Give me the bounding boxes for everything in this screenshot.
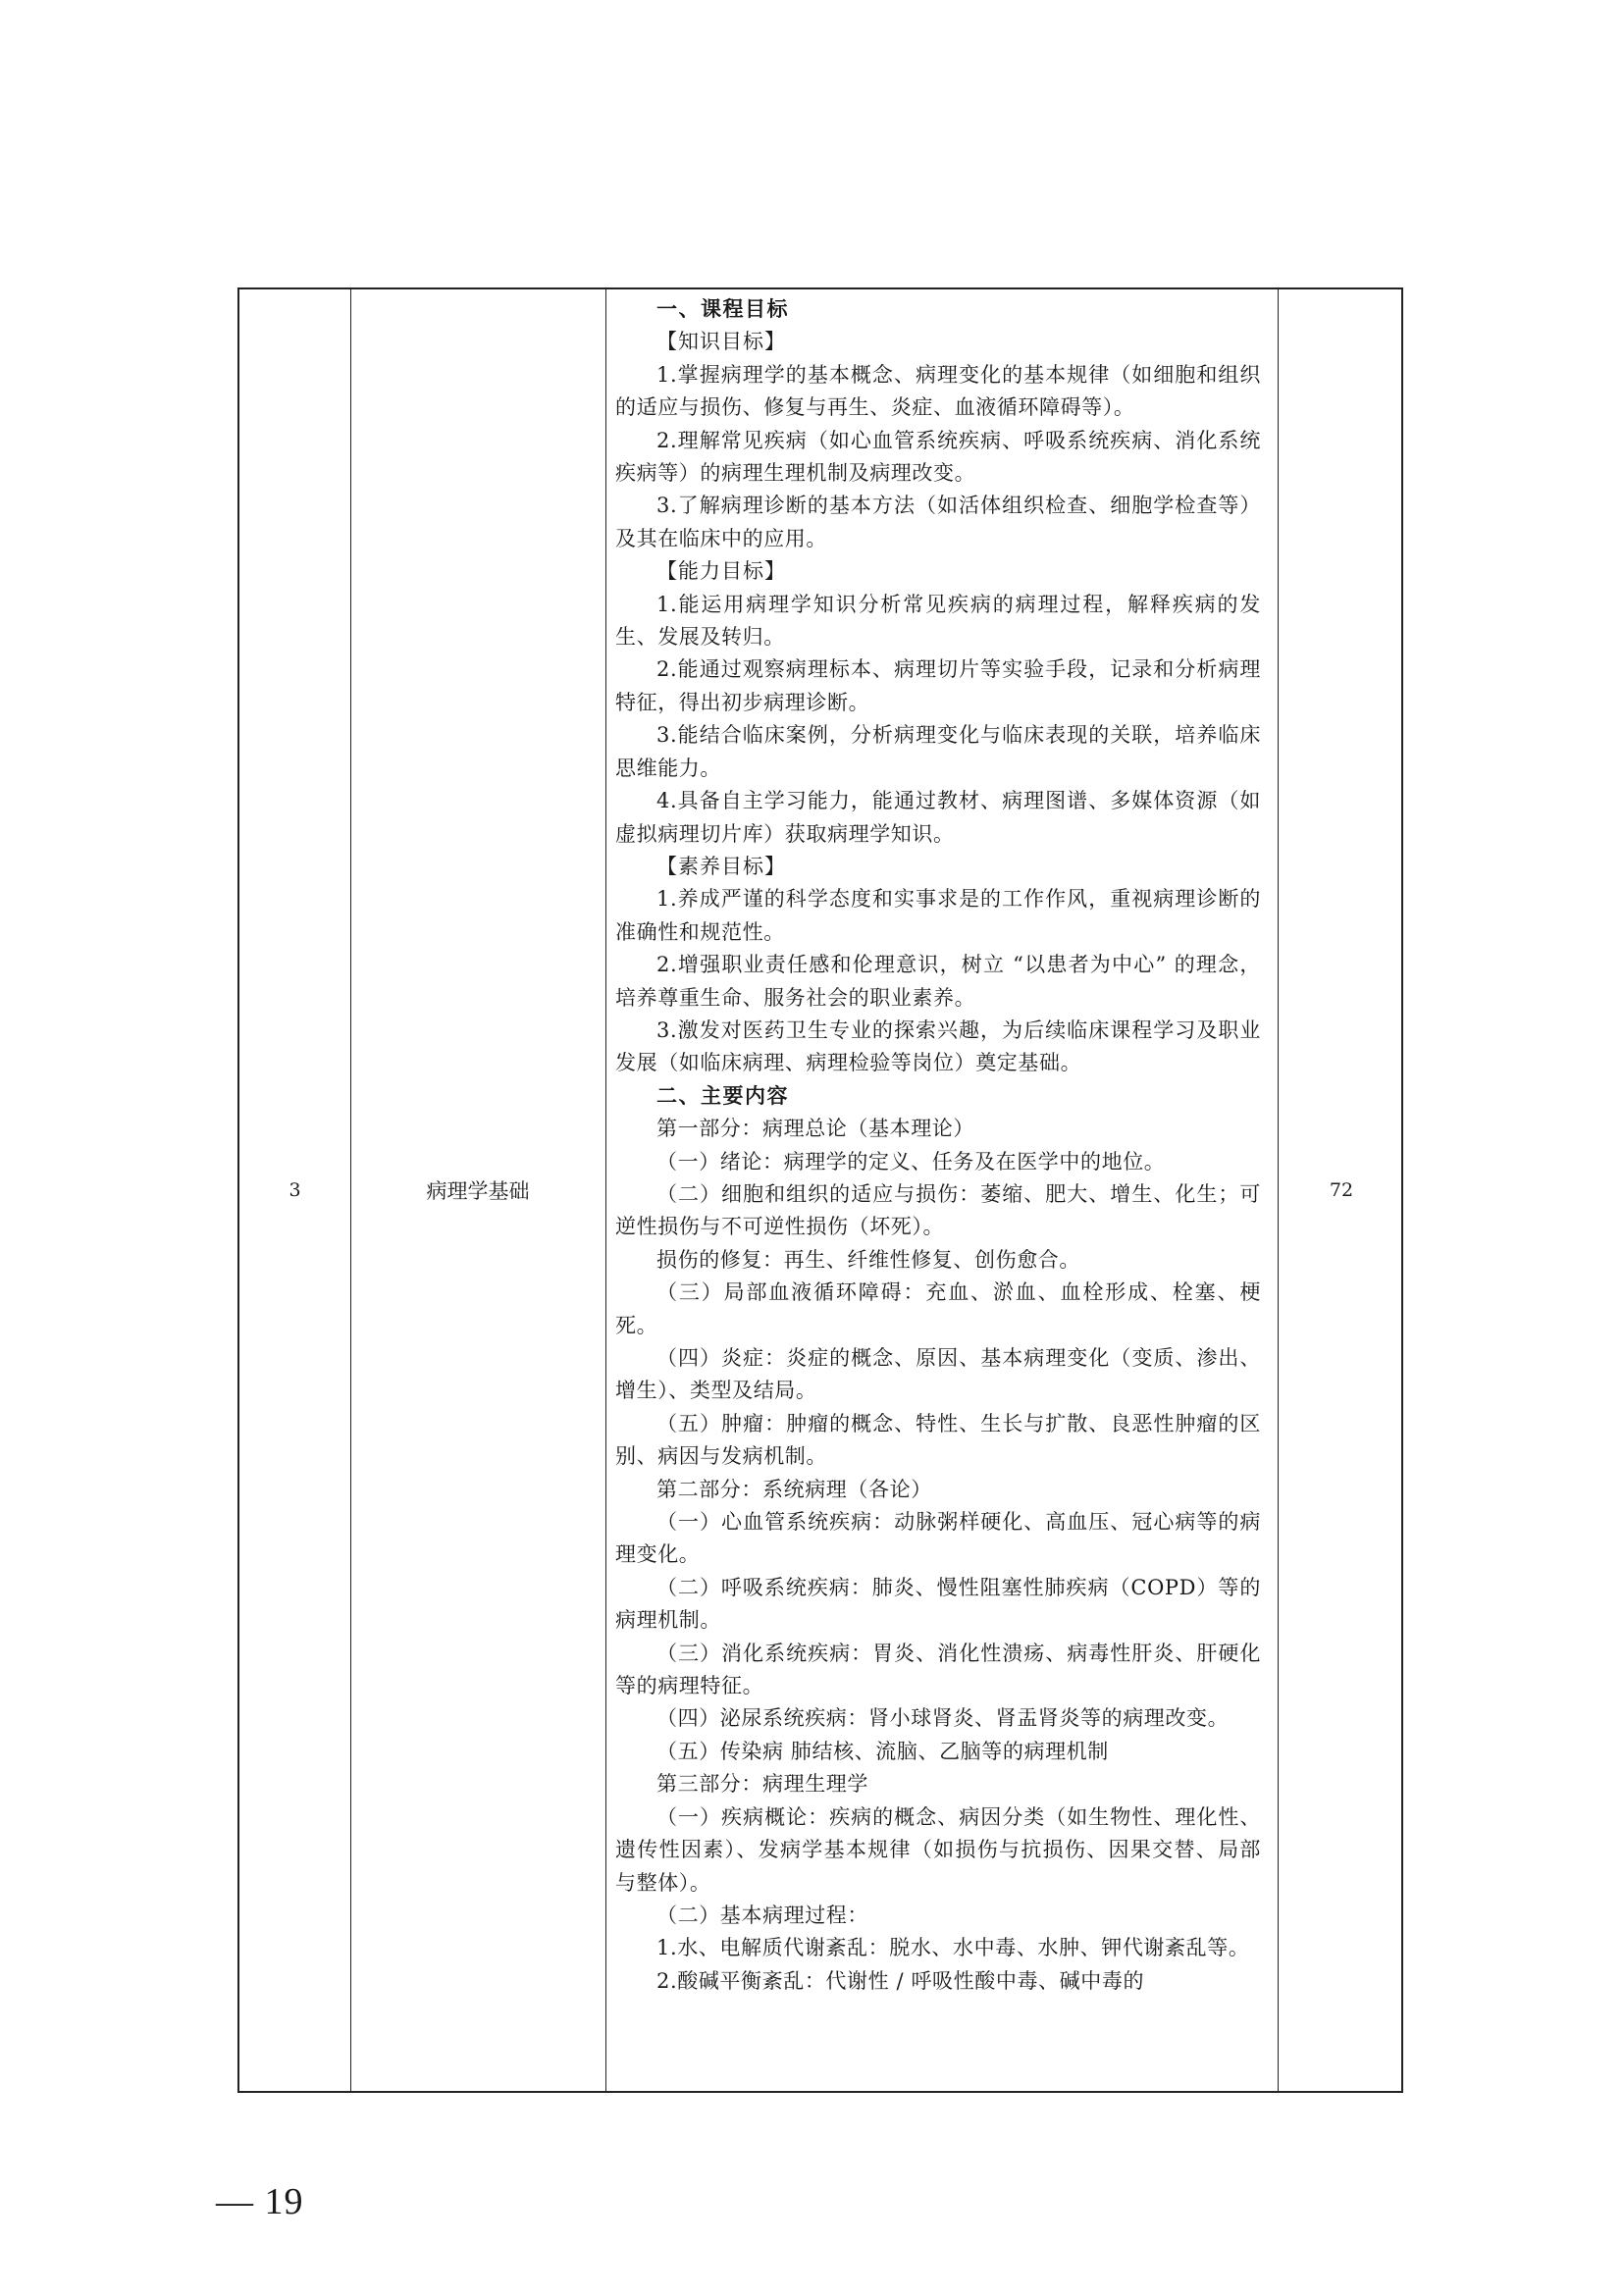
- content-paragraph: （二）呼吸系统疾病：肺炎、慢性阻塞性肺疾病（COPD）等的病理机制。: [615, 1575, 1261, 1633]
- content-paragraph: 第二部分：系统病理（各论）: [656, 1477, 932, 1501]
- content-paragraph: （一）疾病概论：疾病的概念、病因分类（如生物性、理化性、遗传性因素）、发病学基本规律（如损伤与抗损伤、因果交替、局部与整体）。: [615, 1804, 1261, 1895]
- content-paragraph: 4.具备自主学习能力，能通过教材、病理图谱、多媒体资源（如虚拟病理切片库）获取病理学知识。: [615, 789, 1261, 846]
- section-heading: 一、课程目标: [656, 297, 789, 321]
- content-paragraph: （一）绪论：病理学的定义、任务及在医学中的地位。: [656, 1149, 1166, 1174]
- content-paragraph: 损伤的修复：再生、纤维性修复、创伤愈合。: [656, 1247, 1080, 1272]
- content-paragraph: （五）传染病 肺结核、流脑、乙脑等的病理机制: [656, 1739, 1109, 1763]
- content-paragraph: （四）炎症：炎症的概念、原因、基本病理变化（变质、渗出、增生）、类型及结局。: [615, 1346, 1261, 1403]
- content-paragraph: 1.能运用病理学知识分析常见疾病的病理过程，解释疾病的发生、发展及转归。: [615, 592, 1261, 650]
- content-paragraph: 3.激发对医药卫生专业的探索兴趣，为后续临床课程学习及职业发展（如临床病理、病理检验等岗位）奠定基础。: [615, 1017, 1261, 1075]
- row-number: 3: [288, 1179, 301, 1201]
- course-table: [237, 287, 1403, 2093]
- content-paragraph: （二）细胞和组织的适应与损伤：萎缩、肥大、增生、化生；可逆性损伤与不可逆性损伤（坏死）。: [615, 1181, 1261, 1239]
- course-name: 病理学基础: [426, 1179, 530, 1203]
- content-paragraph: 3.了解病理诊断的基本方法（如活体组织检查、细胞学检查等）及其在临床中的应用。: [615, 494, 1261, 550]
- content-paragraph: 2.能通过观察病理标本、病理切片等实验手段，记录和分析病理特征，得出初步病理诊断。: [615, 657, 1261, 714]
- content-paragraph: 1.水、电解质代谢紊乱：脱水、水中毒、水肿、钾代谢紊乱等。: [656, 1936, 1250, 1960]
- content-paragraph: （二）基本病理过程：: [656, 1903, 868, 1927]
- course-hours: 72: [1329, 1179, 1354, 1201]
- content-paragraph: （三）局部血液循环障碍：充血、淤血、血栓形成、栓塞、梗死。: [615, 1280, 1261, 1337]
- content-paragraph: 1.养成严谨的科学态度和实事求是的工作作风，重视病理诊断的准确性和规范性。: [615, 887, 1261, 944]
- content-paragraph: 2.增强职业责任感和伦理意识，树立 “以患者为中心” 的理念，培养尊重生命、服务社会的职业素养。: [615, 953, 1261, 1010]
- column-divider: [605, 289, 606, 2091]
- content-paragraph: 2.理解常见疾病（如心血管系统疾病、呼吸系统疾病、消化系统疾病等）的病理生理机制及病理改变。: [615, 428, 1261, 486]
- content-paragraph: （四）泌尿系统疾病：肾小球肾炎、肾盂肾炎等的病理改变。: [656, 1706, 1230, 1731]
- content-paragraph: 2.酸碱平衡紊乱：代谢性 / 呼吸性酸中毒、碱中毒的: [656, 1968, 1145, 1993]
- content-paragraph: 第一部分：病理总论（基本理论）: [656, 1117, 974, 1141]
- subsection-heading: 【能力目标】: [656, 559, 786, 584]
- content-paragraph: 3.能结合临床案例，分析病理变化与临床表现的关联，培养临床思维能力。: [615, 723, 1261, 780]
- content-paragraph: 第三部分：病理生理学: [656, 1772, 868, 1797]
- course-name-cell: [350, 289, 605, 2091]
- content-paragraph: （一）心血管系统疾病：动脉粥样硬化、高血压、冠心病等的病理变化。: [615, 1510, 1261, 1567]
- subsection-heading: 【素养目标】: [656, 854, 786, 878]
- subsection-heading: 【知识目标】: [656, 330, 786, 354]
- section-heading: 二、主要内容: [656, 1083, 789, 1108]
- hours-cell: [1278, 289, 1405, 2091]
- content-paragraph: （五）肿瘤：肿瘤的概念、特性、生长与扩散、良恶性肿瘤的区别、病因与发病机制。: [615, 1411, 1261, 1469]
- content-paragraph: （三）消化系统疾病：胃炎、消化性溃疡、病毒性肝炎、肝硬化等的病理特征。: [615, 1641, 1261, 1698]
- content-paragraph: 1.掌握病理学的基本概念、病理变化的基本规律（如细胞和组织的适应与损伤、修复与再生、炎症、血液循环障碍等）。: [615, 362, 1261, 420]
- row-number-cell: [239, 289, 350, 2091]
- course-content-cell: [615, 293, 1261, 2089]
- page-number: — 19: [216, 2181, 304, 2222]
